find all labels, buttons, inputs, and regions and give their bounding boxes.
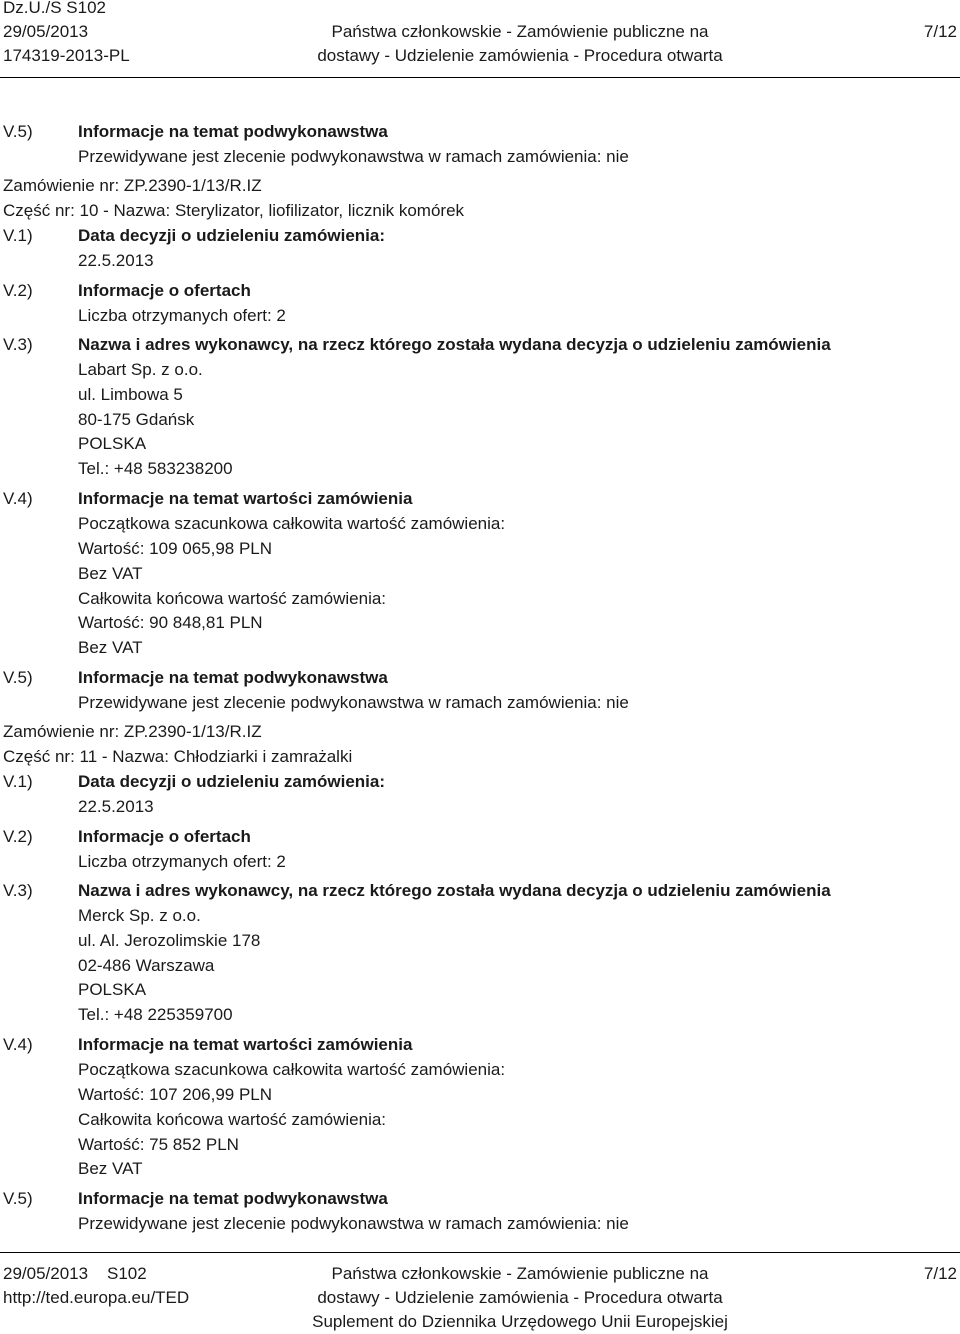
header-title-line1: Państwa członkowskie - Zamówienie publiczne na	[331, 22, 709, 41]
section-heading: Nazwa i adres wykonawcy, na rzecz którego została wydana decyzja o udzieleniu zamówienia	[78, 335, 831, 354]
header-date: 29/05/2013	[3, 22, 89, 41]
footer-page-number: 7/12	[923, 1264, 957, 1283]
final-value: Wartość: 75 852 PLN	[78, 1135, 239, 1154]
final-vat: Bez VAT	[78, 638, 143, 657]
section-label: V.2)	[3, 827, 33, 846]
footer-divider	[0, 1252, 960, 1253]
section-label: V.3)	[3, 881, 33, 900]
order-number: Zamówienie nr: ZP.2390-1/13/R.IZ	[3, 722, 262, 741]
final-value-label: Całkowita końcowa wartość zamówienia:	[78, 1110, 387, 1129]
header-title-line2: dostawy - Udzielenie zamówienia - Procedura otwarta	[317, 46, 723, 65]
contractor-phone: Tel.: +48 225359700	[78, 1005, 233, 1024]
contractor-street: ul. Limbowa 5	[78, 385, 183, 404]
footer-title-line2: dostawy - Udzielenie zamówienia - Procedura otwarta	[317, 1288, 723, 1307]
contractor-street: ul. Al. Jerozolimskie 178	[78, 931, 261, 950]
contractor-city: 80-175 Gdańsk	[78, 410, 195, 429]
section-heading: Nazwa i adres wykonawcy, na rzecz którego została wydana decyzja o udzieleniu zamówienia	[78, 881, 831, 900]
section-heading: Informacje o ofertach	[78, 827, 251, 846]
initial-value: Wartość: 107 206,99 PLN	[78, 1085, 273, 1104]
section-heading: Informacje na temat podwykonawstwa	[78, 122, 388, 141]
decision-date: 22.5.2013	[78, 251, 154, 270]
section-label: V.1)	[3, 226, 33, 245]
section-heading: Informacje o ofertach	[78, 281, 251, 300]
initial-value: Wartość: 109 065,98 PLN	[78, 539, 273, 558]
initial-value-label: Początkowa szacunkowa całkowita wartość zamówienia:	[78, 514, 506, 533]
section-text: Przewidywane jest zlecenie podwykonawstwa w ramach zamówienia: nie	[78, 147, 629, 166]
final-value-label: Całkowita końcowa wartość zamówienia:	[78, 589, 387, 608]
section-heading: Data decyzji o udzieleniu zamówienia:	[78, 772, 386, 791]
section-label: V.2)	[3, 281, 33, 300]
section-label: V.1)	[3, 772, 33, 791]
header-notice-id: 174319-2013-PL	[3, 46, 130, 65]
contractor-country: POLSKA	[78, 980, 147, 999]
part-name: Część nr: 10 - Nazwa: Sterylizator, liofilizator, licznik komórek	[3, 201, 465, 220]
footer-url: http://ted.europa.eu/TED	[3, 1288, 190, 1307]
header-ref: Dz.U./S S102	[3, 0, 106, 17]
contractor-name: Labart Sp. z o.o.	[78, 360, 203, 379]
contractor-name: Merck Sp. z o.o.	[78, 906, 201, 925]
offers-count: Liczba otrzymanych ofert: 2	[78, 852, 286, 871]
section-text: Przewidywane jest zlecenie podwykonawstwa w ramach zamówienia: nie	[78, 1214, 629, 1233]
offers-count: Liczba otrzymanych ofert: 2	[78, 306, 286, 325]
section-label: V.5)	[3, 668, 33, 687]
part-name: Część nr: 11 - Nazwa: Chłodziarki i zamrażalki	[3, 747, 353, 766]
header-page-number: 7/12	[923, 22, 957, 41]
section-heading: Informacje na temat podwykonawstwa	[78, 668, 388, 687]
order-number: Zamówienie nr: ZP.2390-1/13/R.IZ	[3, 176, 262, 195]
decision-date: 22.5.2013	[78, 797, 154, 816]
section-heading: Informacje na temat podwykonawstwa	[78, 1189, 388, 1208]
final-vat: Bez VAT	[78, 1159, 143, 1178]
section-heading: Informacje na temat wartości zamówienia	[78, 1035, 413, 1054]
final-value: Wartość: 90 848,81 PLN	[78, 613, 263, 632]
section-label: V.3)	[3, 335, 33, 354]
initial-vat: Bez VAT	[78, 564, 143, 583]
footer-date-ref: 29/05/2013 S102	[3, 1264, 147, 1283]
section-text: Przewidywane jest zlecenie podwykonawstwa w ramach zamówienia: nie	[78, 693, 629, 712]
section-label: V.5)	[3, 122, 33, 141]
contractor-country: POLSKA	[78, 434, 147, 453]
section-label: V.4)	[3, 1035, 33, 1054]
contractor-phone: Tel.: +48 583238200	[78, 459, 233, 478]
section-label: V.4)	[3, 489, 33, 508]
footer-title-line1: Państwa członkowskie - Zamówienie publiczne na	[331, 1264, 709, 1283]
contractor-city: 02-486 Warszawa	[78, 956, 215, 975]
section-heading: Informacje na temat wartości zamówienia	[78, 489, 413, 508]
section-label: V.5)	[3, 1189, 33, 1208]
footer-title-line3: Suplement do Dziennika Urzędowego Unii Europejskiej	[312, 1312, 728, 1331]
header-divider	[0, 77, 960, 78]
section-heading: Data decyzji o udzieleniu zamówienia:	[78, 226, 386, 245]
initial-value-label: Początkowa szacunkowa całkowita wartość zamówienia:	[78, 1060, 506, 1079]
